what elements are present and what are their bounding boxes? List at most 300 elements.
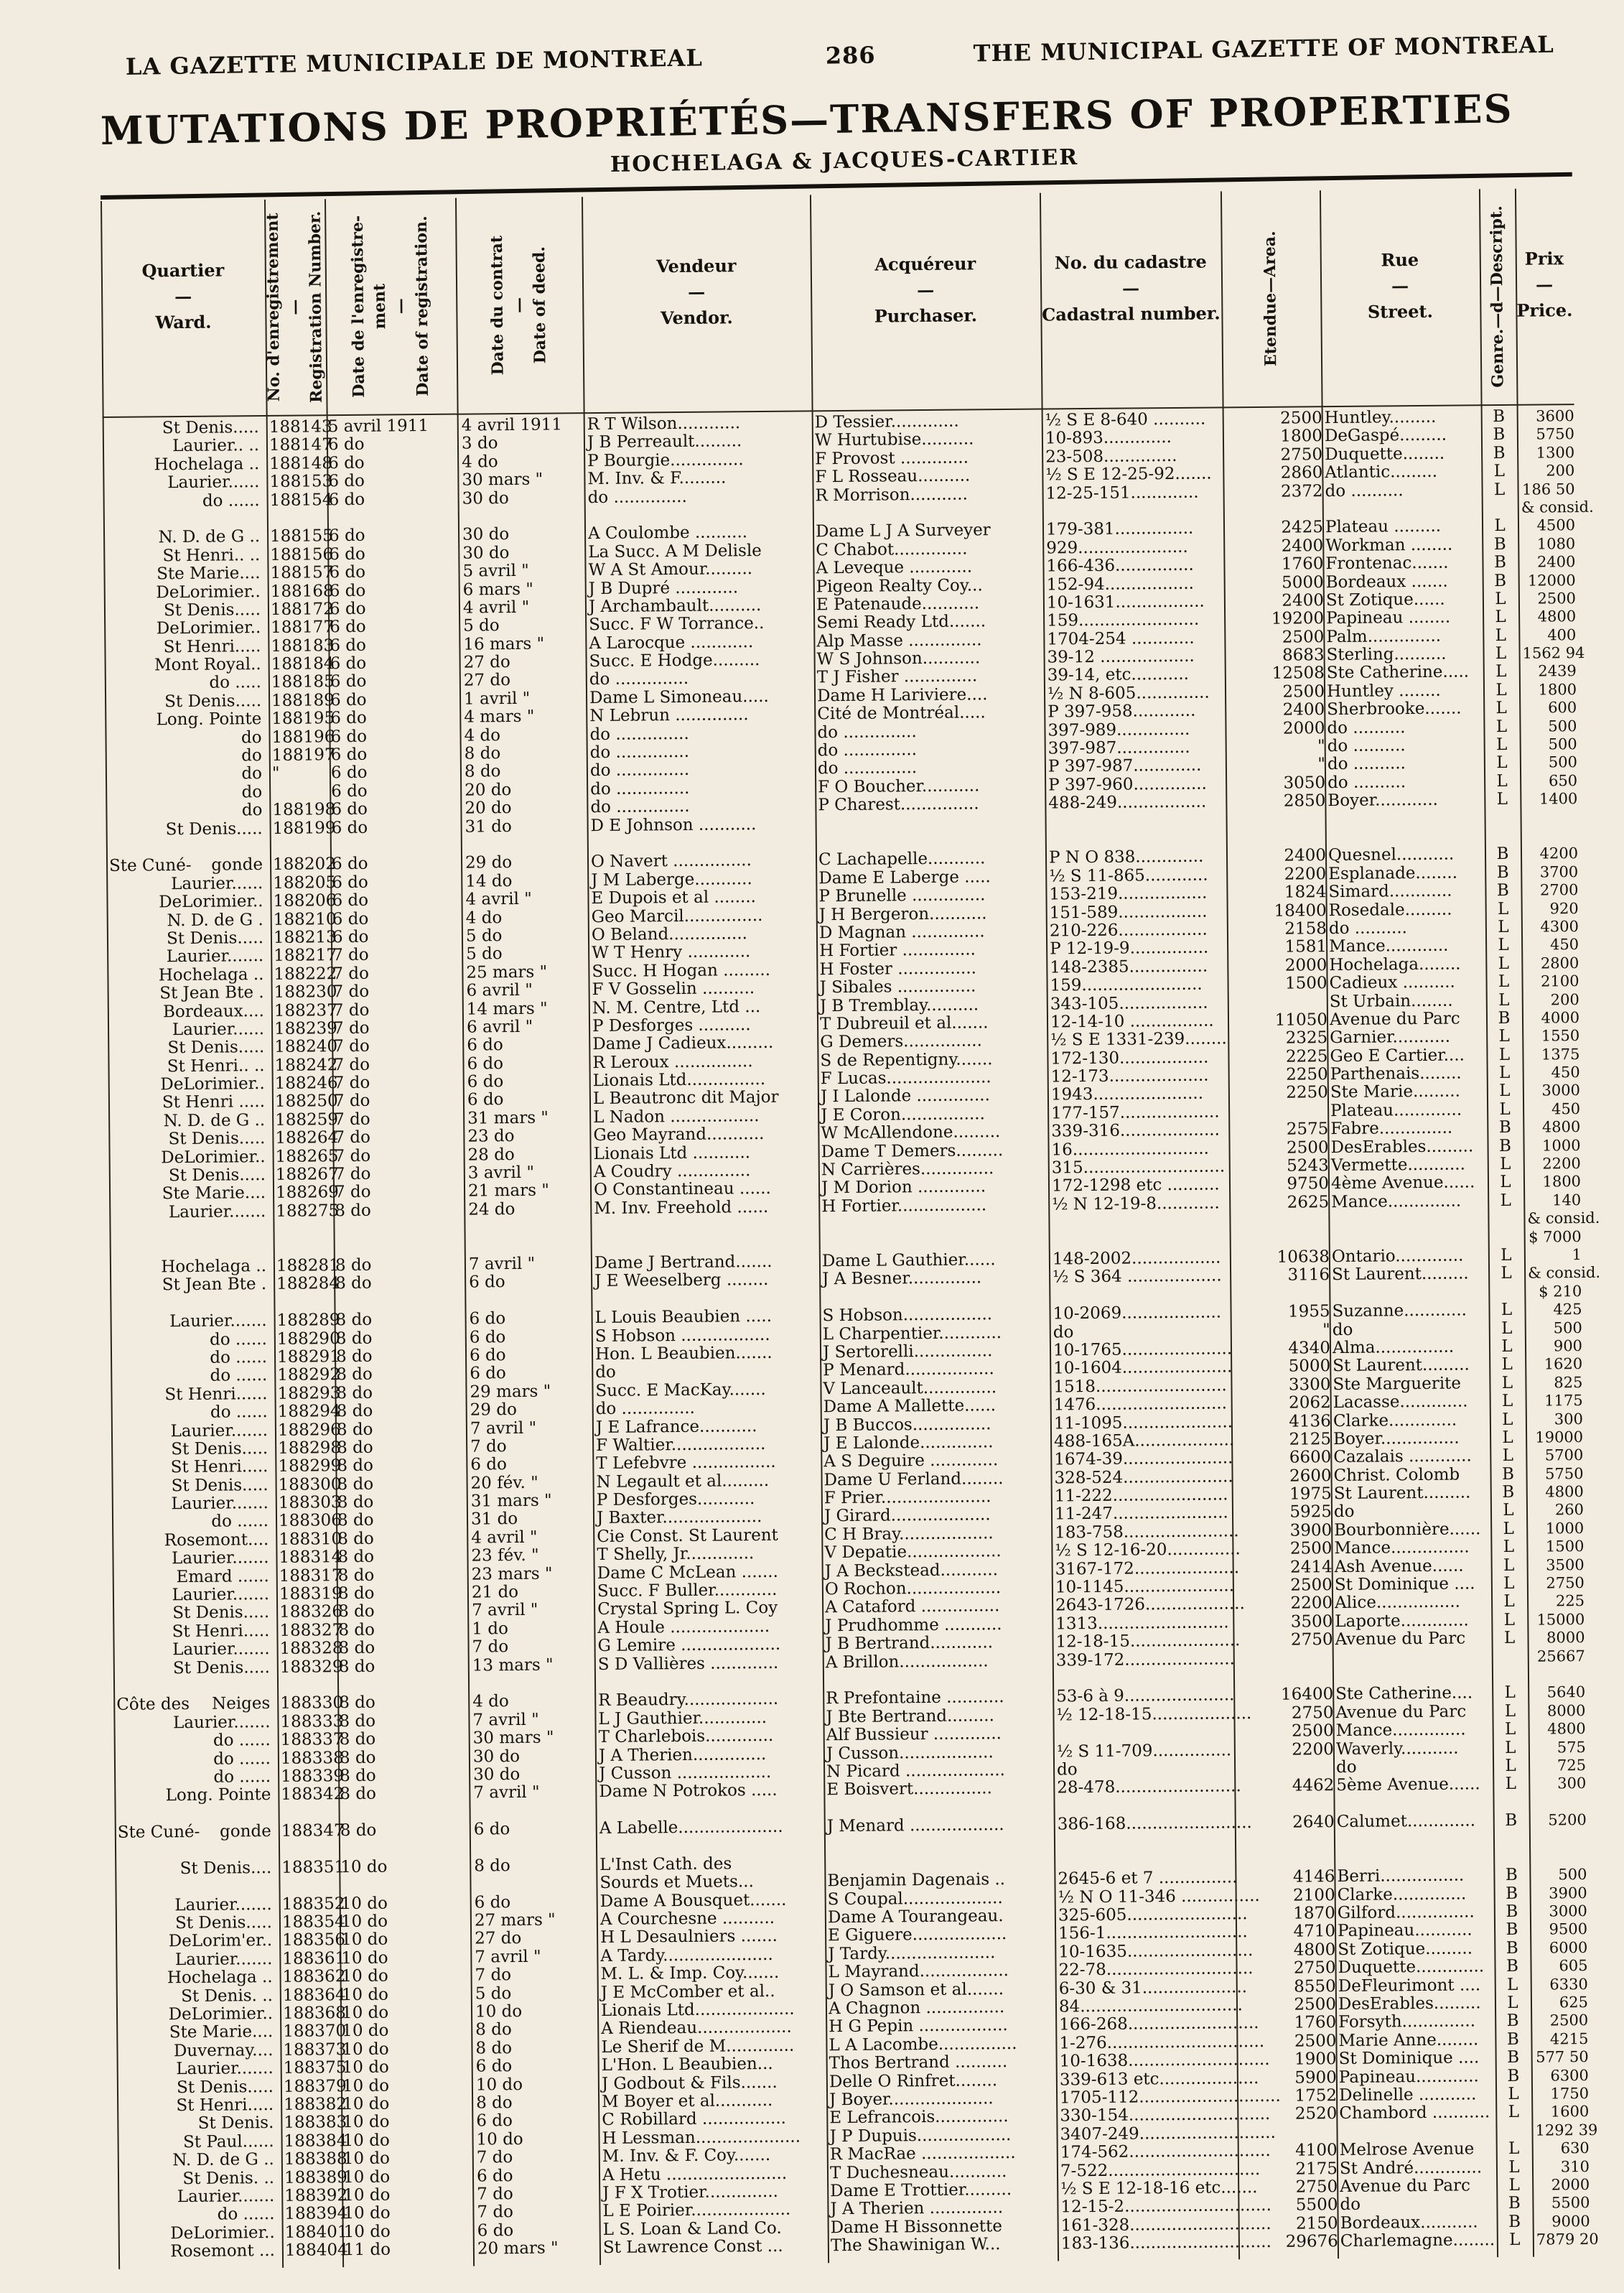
cell-ward: Laurier.......	[176, 2059, 274, 2079]
cell-vendor: P Desforges...........	[596, 1489, 755, 1510]
cell-registration: 188370	[283, 2022, 347, 2042]
cell-street: Berri................	[1337, 1866, 1465, 1887]
cell-ward: do ......	[210, 1403, 268, 1422]
cell-date-deed: 21 mars "	[467, 1181, 549, 1201]
cell-street: Ste Marie.........	[1330, 1082, 1460, 1102]
cell-date-registration: 10 do	[341, 1985, 389, 2004]
cell-registration: 188237	[274, 1000, 337, 1020]
cell-date-registration: 10 do	[342, 2022, 389, 2041]
cell-date-deed: 6 do	[467, 1072, 504, 1092]
cell-price: 200	[1550, 990, 1579, 1008]
cell-date-deed: 5 do	[475, 1983, 512, 2004]
cell-registration: 188184	[271, 654, 335, 674]
cell-date-registration: 6 do	[331, 855, 368, 874]
cell-vendor: A Courchesne ..........	[599, 1908, 775, 1930]
cell-price: 500	[1548, 717, 1577, 735]
cell-street: Papineau...........	[1337, 1920, 1473, 1941]
cell-registration: 188168	[270, 581, 334, 601]
cell-cadastral: 174-562...........................	[1060, 2141, 1271, 2162]
cell-registration: 188154	[269, 490, 333, 510]
cell-genre: L	[1501, 1264, 1512, 1283]
cell-street: St Dominique ....	[1334, 1574, 1475, 1595]
cell-date-deed: 25 mars "	[466, 962, 548, 982]
cell-ward: N. D. de G ..	[158, 527, 261, 547]
cell-cadastral: 11-1095.....................	[1053, 1412, 1233, 1433]
cell-genre: B	[1493, 534, 1506, 554]
cell-ward: DeLorimier..	[161, 1147, 266, 1167]
cell-ward: Hochelaga ..	[158, 964, 264, 985]
cell-purchaser: F L Rosseau..........	[815, 466, 971, 487]
cell-price: 1500	[1545, 1538, 1585, 1555]
cell-registration: 188183	[271, 636, 335, 656]
cell-ward: St Denis.....	[176, 2077, 274, 2097]
cell-price: 3600	[1536, 407, 1574, 425]
cell-genre: L	[1508, 2103, 1520, 2122]
cell-area: 18400	[1274, 901, 1327, 921]
cell-date-registration: 10 do	[341, 1930, 388, 1950]
cell-date-deed: 21 do	[471, 1583, 519, 1602]
cell-date-deed: 29 mars "	[470, 1382, 551, 1402]
cell-date-registration: 8 do	[337, 1529, 374, 1549]
cell-genre: L	[1500, 1154, 1511, 1174]
cell-purchaser: E Lefrancois..............	[829, 2107, 1009, 2128]
cell-genre: B	[1507, 2048, 1520, 2068]
cell-purchaser: T J Fisher ..............	[816, 666, 978, 687]
cell-date-registration: 10 do	[342, 2112, 390, 2132]
header-date-deed: Date du contrat — Date of deed.	[487, 235, 550, 376]
cell-registration: 188284	[276, 1274, 340, 1294]
cell-price: 4800	[1537, 608, 1577, 625]
cell-registration: 188269	[275, 1183, 339, 1203]
cell-ward: St Henri......	[164, 1384, 268, 1405]
cell-date-deed: 14 mars "	[466, 999, 548, 1019]
cell-vendor: Succ. E Hodge.........	[589, 651, 760, 671]
cell-area: 2750	[1291, 1703, 1334, 1723]
cell-area: 5000	[1282, 572, 1324, 592]
cell-street: Hochelaga........	[1329, 954, 1461, 975]
cell-cadastral: ½ N O 11-346 ...............	[1058, 1886, 1260, 1907]
cell-cadastral: ½ S 364 ..................	[1053, 1266, 1222, 1287]
cell-cadastral: 386-168........................	[1057, 1813, 1252, 1834]
cell-street: do	[1340, 2195, 1361, 2215]
cell-date-registration: 8 do	[339, 1748, 376, 1767]
cell-area: 4146	[1292, 1867, 1335, 1887]
cell-date-deed: 30 do	[473, 1764, 521, 1785]
cell-ward: DeLorimier..	[168, 2004, 274, 2024]
cell-purchaser: H Fortier.................	[821, 1196, 987, 1217]
cell-ward: do ......	[213, 1749, 271, 1769]
cell-street: Huntley.........	[1324, 407, 1437, 428]
cell-area: 2750	[1280, 445, 1323, 465]
cell-date-registration: 8 do	[337, 1566, 375, 1585]
cell-vendor: W A St Amour.........	[588, 559, 753, 580]
cell-genre: L	[1498, 990, 1510, 1010]
cell-date-deed: 6 do	[474, 1892, 511, 1912]
cell-ward: do ......	[202, 490, 260, 511]
cell-date-registration: 6 do	[329, 562, 366, 582]
cell-street: do	[1335, 1757, 1357, 1777]
cell-registration: 188156	[270, 544, 334, 564]
cell-vendor: J B Dupré ............	[588, 577, 739, 598]
cell-genre: L	[1499, 1099, 1511, 1119]
cell-vendor: S Hobson .................	[594, 1325, 770, 1346]
cell-purchaser: R MacRae ..................	[829, 2144, 1016, 2164]
cell-date-deed: 4 avril "	[471, 1527, 538, 1548]
cell-vendor: R Beaudry..................	[598, 1690, 779, 1711]
cell-registration: 188339	[281, 1767, 345, 1786]
cell-cadastral: 1313.........................	[1055, 1613, 1229, 1634]
cell-registration: 188206	[273, 891, 337, 911]
cell-date-registration: 7 do	[334, 1146, 371, 1166]
cell-cadastral: P 397-987.............	[1047, 756, 1202, 776]
cell-area: 2500	[1286, 1138, 1329, 1158]
cell-cadastral: 177-157...................	[1051, 1102, 1220, 1123]
cell-vendor: Dame L Simoneau.....	[589, 687, 769, 707]
cell-ward: St Denis.....	[165, 819, 263, 839]
cell-street: Sterling..........	[1326, 644, 1447, 665]
cell-registration: 188148	[269, 453, 333, 473]
cell-price: 825	[1554, 1373, 1583, 1392]
cell-purchaser: J Girard...................	[823, 1505, 991, 1526]
cell-date-deed: 5 do	[463, 616, 500, 636]
cell-area: 3116	[1287, 1265, 1330, 1285]
cell-purchaser: L Charpentier............	[822, 1323, 1002, 1344]
cell-price: 500	[1553, 1318, 1582, 1336]
cell-area: 2625	[1287, 1192, 1330, 1212]
cell-area: 1760	[1294, 2013, 1337, 2033]
cell-ward: do .....	[209, 673, 261, 693]
cell-date-deed	[462, 507, 563, 508]
cell-area: 2425	[1281, 518, 1324, 538]
cell-registration: 188217	[274, 946, 337, 966]
cell-purchaser: Dame E Trottier.........	[830, 2180, 1012, 2201]
cell-registration: 188384	[284, 2131, 347, 2151]
cell-date-registration: 10 do	[342, 2057, 389, 2078]
cell-date-registration: 8 do	[340, 1766, 376, 1786]
cell-purchaser: The Shawinigan W...	[830, 2235, 1001, 2256]
cell-date-deed: 5 do	[466, 944, 503, 964]
cell-area: 1955	[1287, 1302, 1330, 1321]
cell-date-deed: 24 do	[468, 1199, 515, 1219]
cell-purchaser: O Rochon..................	[824, 1578, 1002, 1599]
cell-date-registration: 6 do	[332, 909, 369, 929]
cell-genre: L	[1507, 1993, 1518, 2013]
cell-area: 2500	[1282, 682, 1325, 702]
cell-date-deed: 10 do	[475, 2075, 523, 2095]
cell-vendor: A Riendeau..................	[601, 2018, 792, 2039]
cell-genre: B	[1508, 2194, 1521, 2213]
cell-price: 450	[1551, 1064, 1580, 1082]
cell-date-deed: 30 do	[462, 525, 510, 544]
cell-cadastral: 210-226.................	[1049, 920, 1208, 941]
cell-purchaser: J M Dorion .............	[821, 1177, 986, 1198]
cell-genre: L	[1503, 1592, 1515, 1611]
cell-street: Avenue du Parc	[1335, 1702, 1467, 1722]
cell-date-registration: 8 do	[336, 1365, 373, 1385]
cell-registration: 188389	[284, 2167, 347, 2187]
cell-street: Plateau .........	[1325, 517, 1442, 537]
cell-street: Huntley ........	[1326, 681, 1441, 701]
cell-purchaser: J B Bertrand............	[825, 1633, 994, 1654]
cell-date-registration: 8 do	[339, 1693, 375, 1713]
cell-cadastral: 39-14, etc...........	[1047, 665, 1190, 685]
cell-purchaser: Dame L J A Surveyer	[815, 521, 991, 541]
cell-purchaser: J P Dupuis..................	[829, 2125, 1012, 2147]
cell-area: 2200	[1292, 1739, 1334, 1759]
cell-area: 1900	[1294, 2050, 1337, 2069]
cell-purchaser: W Hurtubise..........	[814, 429, 974, 450]
cell-vendor: Succ. E MacKay.......	[595, 1380, 766, 1400]
cell-street: Avenue du Parc	[1335, 1629, 1466, 1650]
cell-cadastral: ½ S E 8-640 ..........	[1045, 409, 1206, 430]
cell-genre: B	[1493, 443, 1506, 462]
cell-area: 2100	[1292, 1885, 1335, 1905]
cell-street: Mance..............	[1335, 1720, 1466, 1741]
cell-date-deed: 16 mars "	[463, 634, 545, 654]
cell-vendor: Succ. F Buller............	[597, 1580, 778, 1601]
cell-registration: 188275	[276, 1201, 340, 1221]
cell-area: 12508	[1271, 664, 1325, 684]
cell-cadastral: 12-25-151.............	[1045, 483, 1199, 503]
cell-registration: 188333	[280, 1711, 344, 1731]
cell-street: Lacasse.............	[1333, 1392, 1468, 1413]
cell-date-deed: 20 mars "	[477, 2238, 559, 2259]
cell-date-deed: 23 fév. "	[471, 1545, 539, 1566]
cell-area: 2750	[1295, 2177, 1338, 2197]
cell-cadastral: 10-893.............	[1045, 428, 1172, 448]
cell-area: 19200	[1271, 609, 1325, 629]
cell-purchaser: J Bte Bertrand.........	[826, 1706, 994, 1727]
cell-genre: L	[1495, 717, 1508, 736]
cell-date-registration: 6 do	[328, 453, 365, 473]
cell-area: 5000	[1288, 1357, 1331, 1376]
cell-street: Workman ........	[1325, 535, 1453, 555]
cell-registration: 188375	[283, 2058, 347, 2078]
cell-price: 2800	[1540, 954, 1579, 972]
cell-ward: St Denis.....	[168, 1129, 266, 1149]
cell-genre: L	[1495, 625, 1507, 645]
cell-date-registration: 6 do	[327, 435, 365, 455]
cell-date-deed: 20 fév. "	[470, 1473, 538, 1493]
cell-price: 5640	[1546, 1683, 1586, 1701]
cell-area: 2500	[1291, 1721, 1334, 1741]
cell-date-registration: 6 do	[328, 471, 365, 491]
cell-street: St Urbain........	[1329, 991, 1453, 1011]
cell-date-deed: 4 avril "	[462, 597, 530, 618]
cell-date-deed: 5 do	[465, 926, 503, 946]
cell-registration: 188317	[279, 1566, 342, 1586]
cell-registration: 188197	[271, 745, 335, 765]
cell-price: 7879 20	[1536, 2231, 1599, 2248]
cell-area: 10638	[1277, 1247, 1330, 1267]
cell-ward: DeLorimier..	[156, 618, 261, 638]
cell-genre: L	[1501, 1336, 1513, 1356]
cell-cadastral: ½ 12-18-15...................	[1056, 1703, 1252, 1725]
cell-purchaser: P Charest...............	[818, 794, 979, 815]
cell-date-deed: 3 do	[461, 434, 498, 454]
cell-genre: L	[1496, 753, 1508, 773]
cell-date-deed: 6 do	[469, 1273, 505, 1292]
cell-date-deed: 6 do	[475, 2057, 513, 2076]
cell-cadastral: 172-130.................	[1050, 1048, 1209, 1069]
cell-date-registration: 5 avril 1911	[327, 417, 429, 437]
header-purchaser: Acquéreur — Purchaser.	[874, 253, 978, 327]
cell-date-deed: 7 avril "	[472, 1601, 538, 1620]
cell-cadastral: 397-989..............	[1047, 720, 1190, 740]
cell-street: Avenue du Parc	[1329, 1009, 1460, 1030]
cell-date-deed: 7 do	[475, 1966, 512, 1985]
cell-ward: St Jean Bte .	[162, 1275, 267, 1295]
cell-registration: 188210	[273, 909, 337, 929]
cell-price: 1000	[1545, 1519, 1585, 1538]
cell-date-registration: 8 do	[335, 1274, 372, 1293]
cell-date-deed: 10 do	[475, 2002, 523, 2022]
cell-cadastral: 28-478........................	[1057, 1777, 1241, 1797]
cell-purchaser: Pigeon Realty Coy...	[816, 575, 983, 596]
cell-genre: B	[1506, 1902, 1518, 1922]
cell-date-registration: 6 do	[330, 636, 367, 655]
cell-area: 2500	[1294, 1995, 1337, 2014]
cell-cadastral: 1518.........................	[1053, 1376, 1227, 1397]
cell-street: do	[1332, 1320, 1353, 1339]
cell-registration: 188172	[270, 600, 334, 619]
cell-vendor: A Hetu .......................	[602, 2164, 788, 2185]
cell-cadastral: 1705-112...........................	[1059, 2086, 1281, 2108]
cell-street: Calumet.............	[1336, 1811, 1476, 1832]
cell-vendor: E Dupois et al ........	[591, 888, 757, 908]
cell-street: Palm..............	[1326, 626, 1442, 646]
cell-area: 6600	[1289, 1448, 1332, 1467]
cell-registration: 188195	[271, 709, 335, 729]
cell-registration: 188296	[277, 1420, 341, 1440]
cell-genre: B	[1506, 1957, 1519, 1976]
cell-ward: DeLorim'er..	[168, 1931, 273, 1951]
cell-date-registration: 10 do	[341, 2003, 389, 2023]
cell-registration: 188329	[279, 1657, 343, 1677]
cell-ward: do ......	[210, 1347, 268, 1367]
cell-genre: L	[1506, 1975, 1518, 1994]
cell-ward: Neiges	[211, 1694, 271, 1714]
cell-registration: 188306	[278, 1511, 342, 1531]
cell-ward: St Jean Bte .	[159, 983, 264, 1003]
cell-price: $ 7000	[1529, 1227, 1582, 1246]
cell-cadastral: 315...........................	[1051, 1157, 1226, 1178]
cell-street: Ste Catherine.....	[1326, 662, 1470, 683]
cell-street: 4ème Avenue......	[1330, 1173, 1475, 1194]
cell-purchaser: A Cataford ...............	[825, 1596, 1000, 1617]
cell-registration: 188259	[275, 1110, 339, 1130]
cell-street: DesErables.........	[1338, 1994, 1481, 2014]
cell-registration: 188177	[271, 618, 335, 638]
cell-vendor: O Beland...............	[591, 924, 748, 945]
cell-street: do	[1333, 1502, 1355, 1522]
cell-vendor: Sourds et Muets...	[599, 1872, 754, 1893]
cell-date-registration: 7 do	[334, 1183, 371, 1202]
cell-ward: gonde	[219, 1822, 271, 1841]
cell-genre: L	[1504, 1720, 1516, 1739]
cell-cadastral: 10-1604.....................	[1053, 1357, 1233, 1378]
cell-vendor: A Coudry ..............	[593, 1161, 751, 1182]
cell-price: 1375	[1541, 1045, 1580, 1064]
cell-purchaser: D Tessier.............	[814, 411, 959, 432]
cell-price: 5700	[1544, 1446, 1584, 1464]
cell-ward: St Denis.....	[167, 1038, 265, 1058]
cell-area: "	[1317, 737, 1325, 756]
cell-date-registration: 8 do	[338, 1657, 375, 1676]
cell-registration: "	[271, 764, 280, 783]
cell-street: Esplanade........	[1328, 863, 1458, 883]
cell-cadastral: 148-2002.................	[1052, 1248, 1221, 1269]
cell-registration: 188196	[271, 727, 335, 747]
header-area: Etendue—Area.	[1260, 231, 1281, 367]
cell-date-registration: 6 do	[330, 690, 367, 710]
cell-registration: 188153	[269, 472, 333, 492]
cell-genre: B	[1501, 1464, 1515, 1484]
cell-vendor: M. L. & Imp. Coy.......	[600, 1963, 780, 1984]
cell-ward: St Henri.....	[170, 1457, 269, 1477]
cell-date-registration	[335, 1237, 443, 1238]
cell-purchaser: J Sibales ...............	[819, 977, 976, 997]
cell-vendor: A Coulombe ..........	[587, 523, 748, 544]
cell-genre: B	[1506, 1920, 1518, 1940]
cell-area: 2225	[1285, 1046, 1328, 1066]
cell-date-registration: 7 do	[332, 1000, 370, 1020]
cell-ward: St Denis.....	[163, 600, 261, 620]
cell-area: 4100	[1295, 2141, 1338, 2160]
cell-street: Ontario.............	[1331, 1246, 1464, 1267]
cell-vendor: F Waltier..................	[596, 1434, 766, 1455]
cell-street: Simard............	[1328, 881, 1452, 902]
cell-cadastral: 12-18-15.....................	[1055, 1631, 1241, 1652]
cell-street: DeGaspé.........	[1324, 426, 1447, 446]
cell-street: Boyer...............	[1333, 1428, 1460, 1448]
cell-area: 2500	[1294, 2031, 1337, 2051]
cell-ward: St Denis.....	[171, 1438, 269, 1459]
cell-purchaser: Dame L Gauthier......	[821, 1250, 996, 1271]
cell-area	[1233, 1211, 1329, 1212]
cell-cadastral: 325-605.......................	[1058, 1904, 1248, 1925]
cell-cadastral: 159.......................	[1047, 610, 1200, 631]
cell-cadastral: 159.......................	[1050, 975, 1203, 995]
cell-purchaser: J Boyer....................	[829, 2089, 994, 2110]
cell-area	[1238, 1850, 1335, 1851]
cell-ward: Ste Marie....	[162, 1183, 266, 1204]
cell-date-registration: 8 do	[340, 1820, 377, 1841]
cell-area: 2325	[1285, 1028, 1328, 1048]
cell-ward: St Denis.....	[172, 1657, 270, 1678]
cell-ward: Ste Marie....	[169, 2022, 274, 2042]
cell-price: 625	[1559, 1994, 1589, 2011]
cell-ward: Long. Pointe	[165, 1785, 271, 1805]
table-body	[103, 406, 1601, 2261]
cell-registration: 188394	[284, 2204, 348, 2224]
cell-purchaser: T Duchesneau...........	[829, 2162, 1007, 2182]
cell-vendor: J A Therien..............	[598, 1744, 767, 1765]
cell-street: Melrose Avenue	[1339, 2139, 1475, 2160]
cell-date-registration: 10 do	[342, 2039, 389, 2059]
cell-date-deed: 1 avril "	[463, 689, 531, 709]
cell-genre: B	[1496, 862, 1509, 882]
cell-area: 1800	[1280, 427, 1323, 447]
cell-registration: 188392	[284, 2186, 348, 2205]
cell-street: Boyer............	[1327, 790, 1439, 811]
cell-area: 3300	[1288, 1375, 1331, 1395]
cell-vendor: do ..............	[590, 778, 690, 799]
cell-ward: N. D. de G ..	[172, 2150, 274, 2170]
cell-ward: Hochelaga ..	[154, 454, 260, 475]
cell-date-registration: 10 do	[340, 1857, 388, 1877]
cell-date-registration: 6 do	[330, 709, 367, 728]
